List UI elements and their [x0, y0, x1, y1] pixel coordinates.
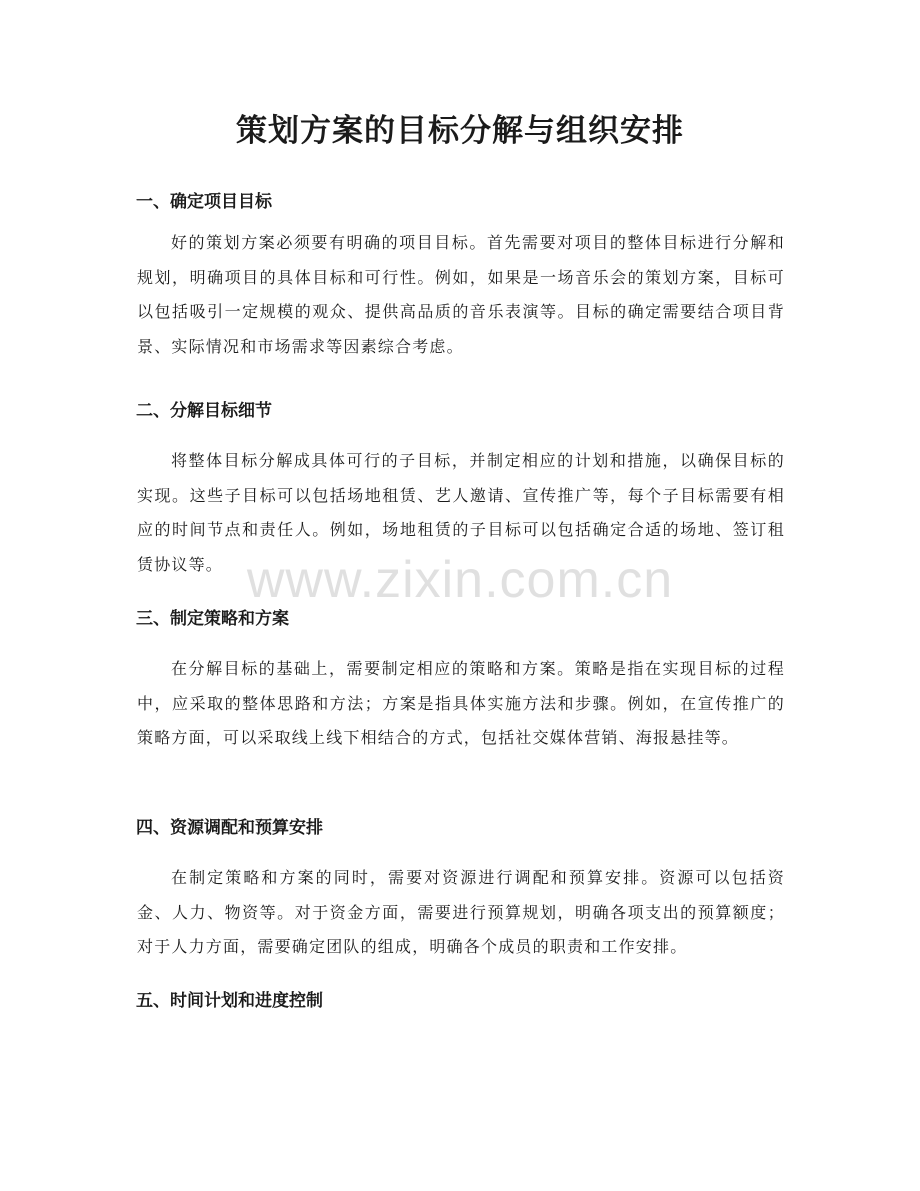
section-1-body: 好的策划方案必须要有明确的项目目标。首先需要对项目的整体目标进行分解和规划，明确项目的具体目标和可行性。例如，如果是一场音乐会的策划方案，目标可以包括吸引一定规模的观众、提供高品质的音乐表演等。目标的确定需要结合项目背景、实际情况和市场需求等因素综合考虑。 — [137, 233, 785, 357]
section-2-heading: 二、分解目标细节 — [136, 401, 272, 421]
section-1-heading: 一、确定项目目标 — [136, 192, 272, 212]
section-5-heading: 五、时间计划和进度控制 — [136, 991, 323, 1011]
document-title: 策划方案的目标分解与组织安排 — [236, 113, 684, 149]
section-3-heading: 三、制定策略和方案 — [136, 609, 289, 629]
section-4-heading: 四、资源调配和预算安排 — [136, 818, 323, 838]
watermark: www.zixin.com.cn — [246, 551, 674, 609]
section-2-body: 将整体目标分解成具体可行的子目标，并制定相应的计划和措施，以确保目标的实现。这些子目标可以包括场地租赁、艺人邀请、宣传推广等，每个子目标需要有相应的时间节点和责任人。例如，场地租赁的子目标可以包括确定合适的场地、签订租赁协议等。 — [137, 451, 785, 575]
section-3-body: 在分解目标的基础上，需要制定相应的策略和方案。策略是指在实现目标的过程中，应采取的整体思路和方法；方案是指具体实施方法和步骤。例如，在宣传推广的策略方面，可以采取线上线下相结合的方式，包括社交媒体营销、海报悬挂等。 — [137, 659, 785, 748]
section-4-body: 在制定策略和方案的同时，需要对资源进行调配和预算安排。资源可以包括资金、人力、物资等。对于资金方面，需要进行预算规划，明确各项支出的预算额度；对于人力方面，需要确定团队的组成，明确各个成员的职责和工作安排。 — [137, 868, 785, 957]
